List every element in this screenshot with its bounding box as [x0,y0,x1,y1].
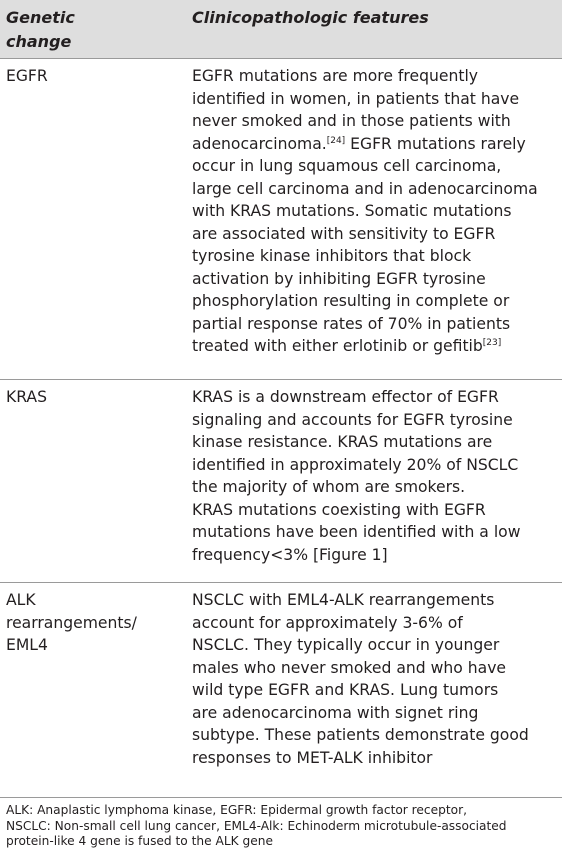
text-line: KRAS mutations coexisting with EGFR [192,500,486,519]
gene-cell [6,65,181,88]
text-line: signaling and accounts for EGFR tyrosine [192,410,513,429]
table-header [0,0,562,58]
text-line: KRAS is a downstream effector of EGFR [192,388,499,406]
text-line: the majority of whom are smokers. [192,478,466,496]
text-line: with KRAS mutations. Somatic mutations [192,202,512,220]
features-cell [192,65,556,358]
text-segment: EGFR mutations rarely [350,134,526,153]
table-row [0,58,562,379]
text-line: males who never smoked and who have [192,658,507,677]
gene-line: rearrangements/ [6,613,137,632]
table-row [0,582,562,797]
gene-line: EGFR [6,67,48,85]
gene-cell [6,589,181,657]
text-line: subtype. These patients demonstrate good [192,726,529,744]
text-line: NSCLC. They typically occur in younger [192,636,500,654]
text-line: identified in approximately 20% of NSCLC [192,455,519,474]
gene-line: ALK [6,591,36,609]
text-line: wild type EGFR and KRAS. Lung tumors [192,681,499,699]
text-line [192,335,556,358]
text-line: responses to MET-ALK inhibitor [192,748,433,767]
text-line: phosphorylation resulting in complete or [192,292,510,310]
header-line: Genetic [6,8,75,27]
features-cell [192,386,556,566]
features-cell [192,589,556,769]
text-line: partial response rates of 70% in patients [192,314,511,333]
text-line: never smoked and in those patients with [192,112,511,130]
footnote-line: NSCLC: Non-small cell lung cancer, EML4-Alk: Echinoderm microtubule-associated [6,818,507,833]
text-line: occur in lung squamous cell carcinoma, [192,157,502,175]
text-line: frequency<3% [Figure 1] [192,545,388,564]
text-line: identified in women, in patients that have [192,89,520,108]
gene-cell [6,386,181,409]
citation-ref: [23] [482,337,502,348]
text-segment: adenocarcinoma. [192,134,327,153]
text-line [192,133,556,156]
text-segment: treated with either erlotinib or gefitib [192,337,483,355]
footnote-line: protein-like 4 gene is fused to the ALK gene [6,834,273,848]
table-bottom-rule [0,797,562,798]
text-line: EGFR mutations are more frequently [192,67,479,85]
text-line: tyrosine kinase inhibitors that block [192,247,472,265]
header-clinicopathologic-features: Clinicopathologic features [192,8,429,27]
text-line: mutations have been identified with a low [192,523,521,541]
header-line: change [6,32,72,51]
text-line: kinase resistance. KRAS mutations are [192,433,493,451]
text-line: large cell carcinoma and in adenocarcinoma [192,179,538,198]
table-row [0,379,562,582]
text-line: are associated with sensitivity to EGFR [192,224,496,243]
text-line: NSCLC with EML4-ALK rearrangements [192,591,495,609]
table-footnote [6,803,558,850]
citation-ref: [24] [326,135,346,146]
gene-line: KRAS [6,388,47,406]
text-line: account for approximately 3-6% of [192,613,463,632]
text-line: activation by inhibiting EGFR tyrosine [192,269,486,288]
gene-line: EML4 [6,636,48,654]
header-genetic-change [6,6,176,54]
footnote-line: ALK: Anaplastic lymphoma kinase, EGFR: Epidermal growth factor receptor, [6,803,467,817]
text-line: are adenocarcinoma with signet ring [192,703,479,722]
